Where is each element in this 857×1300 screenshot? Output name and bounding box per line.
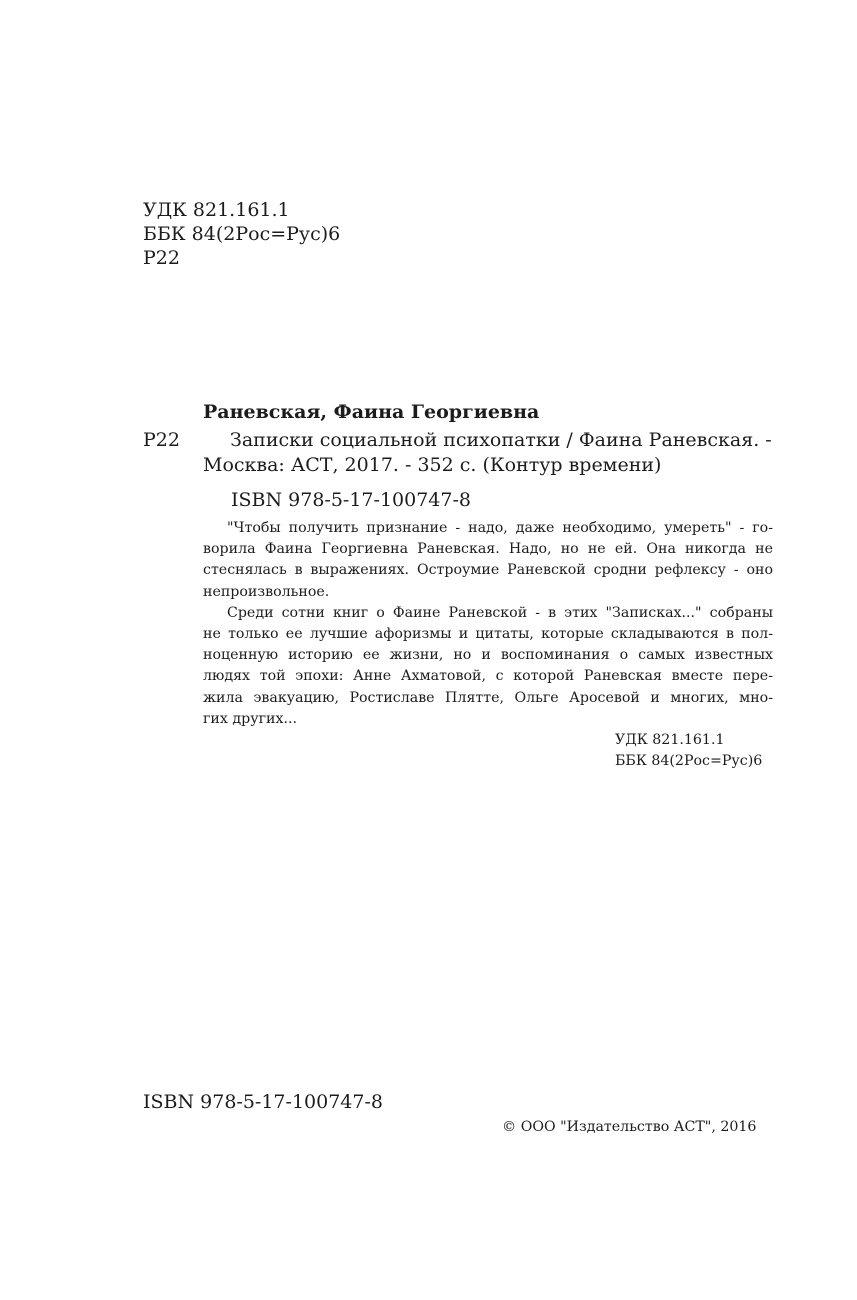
udk-code: УДК 821.161.1 [143, 199, 290, 221]
annotation-p1-line: "Чтобы получить признание - надо, даже необходимо, умереть" - го- [227, 520, 773, 536]
author-mark: Р22 [143, 247, 180, 269]
copyright-notice: © ООО "Издательство АСТ", 2016 [502, 1119, 757, 1135]
annotation-p2-line: не только ее лучшие афоризмы и цитаты, которые складываются в пол- [203, 625, 773, 642]
annotation-p1-line: стеснялась в выражениях. Остроумие Раневской сродни рефлексу - оно [203, 562, 773, 579]
annotation [203, 518, 773, 730]
bbk-code: ББК 84(2Рос=Рус)6 [615, 753, 763, 770]
annotation-p2-line: ноценную историю ее жизни, но и воспоминания о самых известных [203, 647, 773, 664]
footer-isbn: ISBN 978-5-17-100747-8 [143, 1091, 383, 1113]
catalog-author: Раневская, Фаина Георгиевна [203, 401, 540, 423]
annotation-p1-line: ворила Фаина Георгиевна Раневская. Надо, но не ей. Она никогда не [203, 541, 773, 558]
catalog-title-line-1: Записки социальной психопатки / Фаина Раневская. - [230, 429, 772, 451]
annotation-p2-line: Среди сотни книг о Фаине Раневской - в этих "Записках..." собраны [227, 604, 773, 621]
annotation-p2-line: жила эвакуацию, Ростиславе Плятте, Ольге Аросевой и многих, мно- [203, 689, 773, 706]
classification-codes-header [143, 198, 340, 270]
classification-codes-card [615, 730, 762, 772]
annotation-p2-line: людях той эпохи: Анне Ахматовой, с которой Раневская вместе пере- [203, 668, 773, 685]
catalog-author-mark: Р22 [143, 429, 180, 451]
catalog-isbn: ISBN 978-5-17-100747-8 [231, 489, 471, 511]
annotation-p1-line: непроизвольное. [203, 583, 330, 600]
bbk-code: ББК 84(2Рос=Рус)6 [143, 223, 341, 245]
catalog-title-line-2: Москва: АСТ, 2017. - 352 с. (Контур времени) [203, 454, 662, 476]
udk-code: УДК 821.161.1 [615, 732, 725, 748]
annotation-p2-line: гих других... [203, 710, 297, 727]
